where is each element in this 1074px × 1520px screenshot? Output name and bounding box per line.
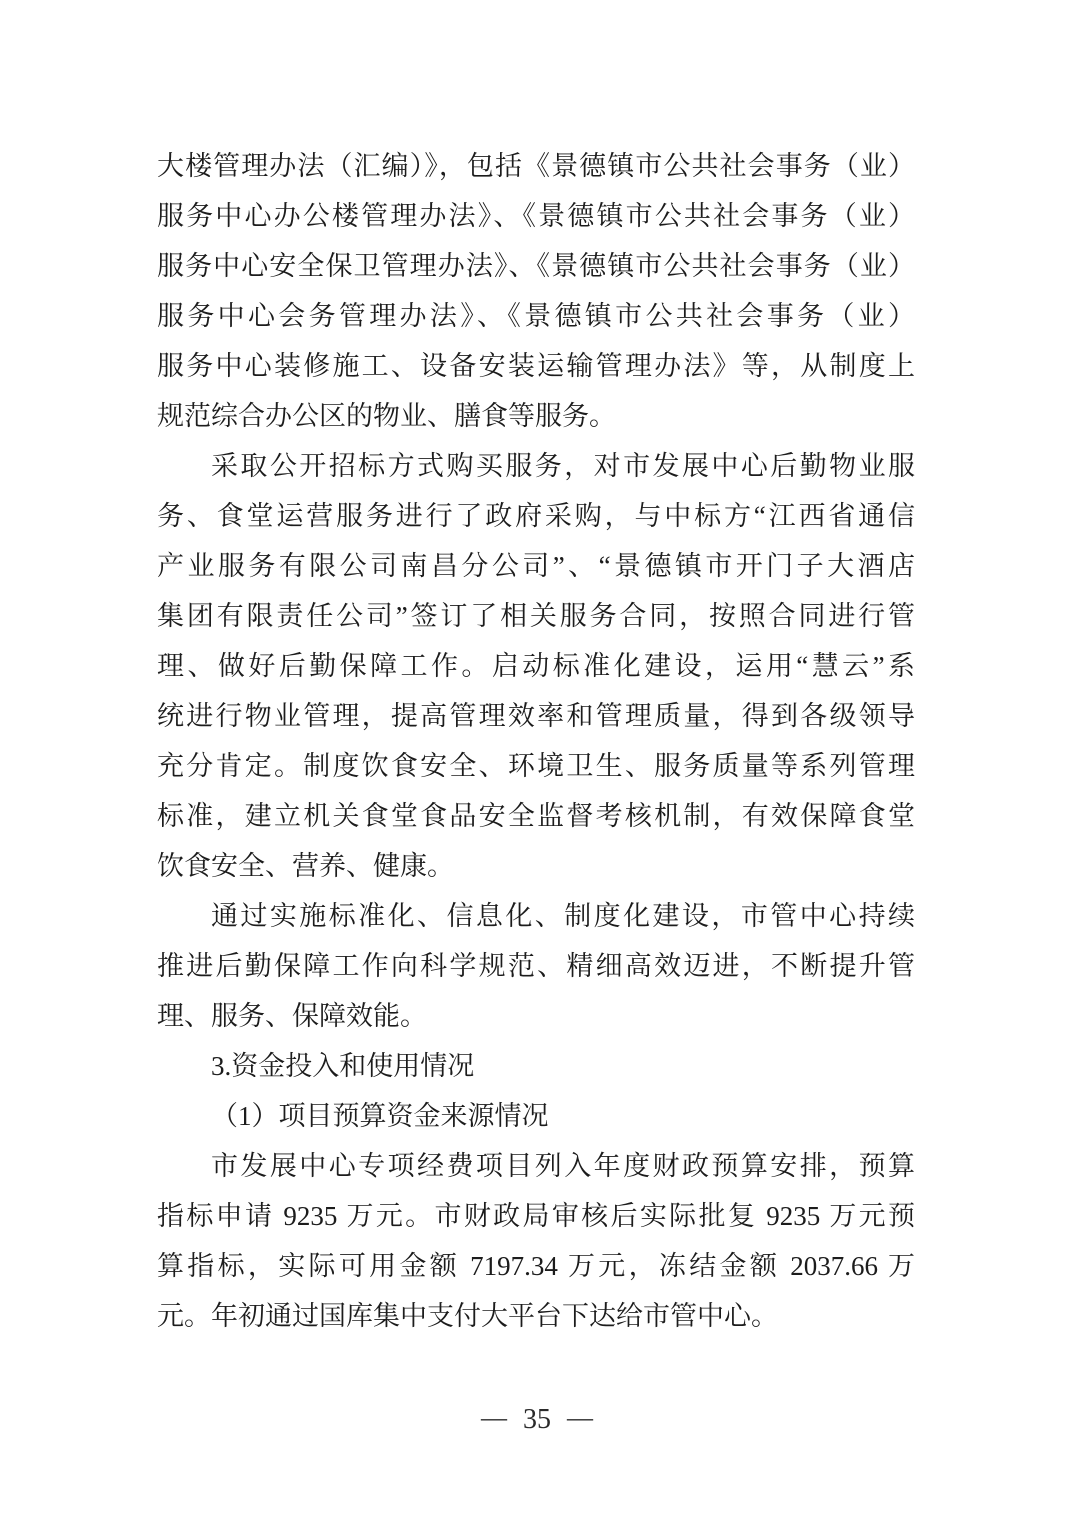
text-line: 饮食安全、营养、健康。	[157, 851, 454, 881]
paragraph-start-line: 市发展中心专项经费项目列入年度财政预算安排，预算	[211, 1151, 915, 1181]
subsection-heading-budget-sources: （1）项目预算资金来源情况	[211, 1101, 549, 1131]
text-line: 算指标，实际可用金额 7197.34 万元，冻结金额 2037.66 万	[157, 1251, 915, 1281]
text-line: 大楼管理办法（汇编）》，包括《景德镇市公共社会事务（业）	[157, 151, 915, 181]
page-number: 35	[523, 1404, 551, 1435]
text-line: 务、食堂运营服务进行了政府采购，与中标方“江西省通信	[157, 501, 915, 531]
text-line: 服务中心装修施工、设备安装运输管理办法》等，从制度上	[157, 351, 915, 381]
text-line: 充分肯定。制度饮食安全、环境卫生、服务质量等系列管理	[157, 751, 915, 781]
text-line: 元。年初通过国库集中支付大平台下达给市管中心。	[157, 1301, 778, 1331]
text-line: 服务中心安全保卫管理办法》、《景德镇市公共社会事务（业）	[157, 251, 915, 281]
text-line: 统进行物业管理，提高管理效率和管理质量，得到各级领导	[157, 701, 915, 731]
text-line: 标准，建立机关食堂食品安全监督考核机制，有效保障食堂	[157, 801, 915, 831]
text-line: 集团有限责任公司”签订了相关服务合同，按照合同进行管	[157, 601, 915, 631]
text-line: 规范综合办公区的物业、膳食等服务。	[157, 401, 616, 431]
page-footer	[0, 1402, 1074, 1438]
paragraph-start-line: 通过实施标准化、信息化、制度化建设，市管中心持续	[211, 901, 915, 931]
document-body	[157, 141, 915, 1341]
text-line: 理、服务、保障效能。	[157, 1001, 427, 1031]
footer-left-dash: —	[481, 1403, 507, 1432]
text-line: 推进后勤保障工作向科学规范、精细高效迈进，不断提升管	[157, 951, 915, 981]
text-line: 服务中心会务管理办法》、《景德镇市公共社会事务（业）	[157, 301, 915, 331]
footer-right-dash: —	[567, 1403, 593, 1432]
paragraph-start-line: 采取公开招标方式购买服务，对市发展中心后勤物业服	[211, 451, 915, 481]
text-line: 产业服务有限公司南昌分公司”、“景德镇市开门子大酒店	[157, 551, 915, 581]
text-line: 理、做好后勤保障工作。启动标准化建设，运用“慧云”系	[157, 651, 915, 681]
text-line: 指标申请 9235 万元。市财政局审核后实际批复 9235 万元预	[157, 1201, 915, 1231]
section-heading-funds: 3.资金投入和使用情况	[211, 1051, 475, 1081]
text-line: 服务中心办公楼管理办法》、《景德镇市公共社会事务（业）	[157, 201, 915, 231]
